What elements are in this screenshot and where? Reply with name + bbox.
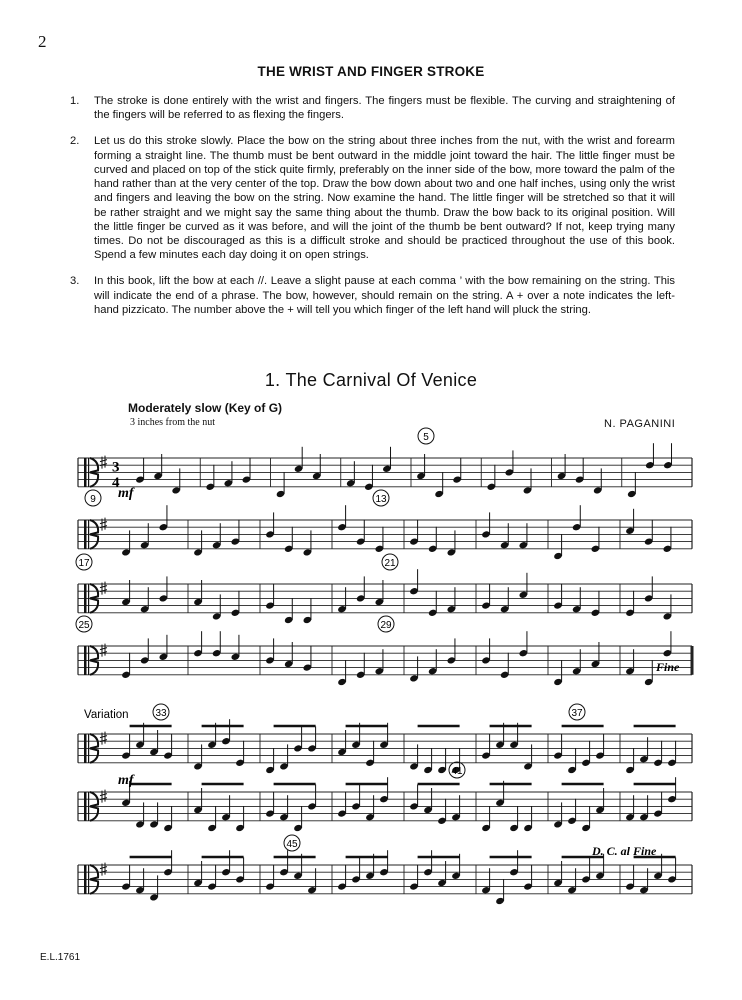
alto-clef [88, 458, 89, 487]
measure-number: 13 [375, 494, 387, 505]
footer-code: E.L.1761 [40, 952, 81, 963]
piece-title: 1. The Carnival Of Venice [264, 370, 478, 390]
measure-number: 5 [423, 432, 429, 443]
instruction-text: Let us do this stroke slowly. Place the bow on the string about three inches from the nut, with the wrist and forearm forming a straight line. The thumb must be bent outward in the middle joint toward the hair. The little finger must be curved and placed on top of the stick quite firmly, preferably on the inner side of the bow, more toward the palm of the hand rather than at the very center of the top. Draw the bow down about two and one half inches, using only the wrist and fingers and leaving the bow on the string. Now examine the hand. The little finger will be stretched so that it will be rather straight and we might say the same thing about the thumb. Draw the bow back to its original position. Will the little finger be curved as it was before, and will the joint of the thumb be bent outward? If not, keep trying many times. Do not be discouraged as this is a difficult stroke and should be practiced throughout the use of this book. Spend a few minutes each day doing it on open strings. [94, 135, 675, 262]
variation-label: Variation [84, 709, 129, 721]
measure-number: 33 [155, 708, 167, 719]
time-signature: 3 [112, 459, 120, 476]
measure-number: 21 [384, 558, 396, 569]
dc-al-fine-label: D. C. al Fine [592, 844, 657, 858]
alto-clef [88, 792, 89, 821]
measure-number: 25 [78, 620, 90, 631]
alto-clef [84, 520, 87, 549]
instruction-number: 2. [70, 135, 80, 148]
measure-number: 9 [90, 494, 96, 505]
instruction-text: In this book, lift the bow at each //. Leave a slight pause at each comma ’ with the bow remaining on the string. This will indicate the end of a phrase. The bow, however, should remain on the string. A + over a note indicates the left-hand pizzicato. The number above the + will tell you which finger of the left hand will pluck the string. [94, 275, 675, 316]
alto-clef [84, 734, 87, 763]
alto-clef [88, 865, 89, 894]
time-signature: 4 [112, 474, 120, 491]
alto-clef [88, 646, 89, 675]
measure-number: 45 [286, 839, 298, 850]
bow-instruction: 3 inches from the nut [130, 417, 215, 428]
dynamic-mf-variation: mf [118, 773, 134, 788]
measure-number: 17 [78, 558, 90, 569]
measure-number: 37 [571, 708, 583, 719]
instruction-number: 1. [70, 95, 80, 107]
alto-clef [88, 520, 89, 549]
alto-clef [84, 865, 87, 894]
alto-clef [88, 584, 89, 613]
alto-clef [88, 734, 89, 763]
page-number: 2 [38, 32, 47, 51]
instruction-text: The stroke is done entirely with the wrist and fingers. The fingers must be flexible. The curving and straightening of the fingers will be referred to as flexing the fingers. [94, 95, 675, 122]
section-title: THE WRIST AND FINGER STROKE [257, 64, 485, 79]
dynamic-mf: mf [118, 486, 134, 501]
alto-clef [84, 646, 87, 675]
tempo-marking: Moderately slow (Key of G) [128, 401, 283, 415]
alto-clef [84, 584, 87, 613]
alto-clef [84, 792, 87, 821]
staff-systems [76, 428, 692, 905]
measure-number: 41 [451, 766, 463, 777]
alto-clef [84, 458, 87, 487]
instruction-number: 3. [70, 275, 80, 288]
composer: N. PAGANINI [604, 418, 676, 430]
measure-number: 29 [380, 620, 392, 631]
fine-label: Fine [656, 660, 680, 674]
